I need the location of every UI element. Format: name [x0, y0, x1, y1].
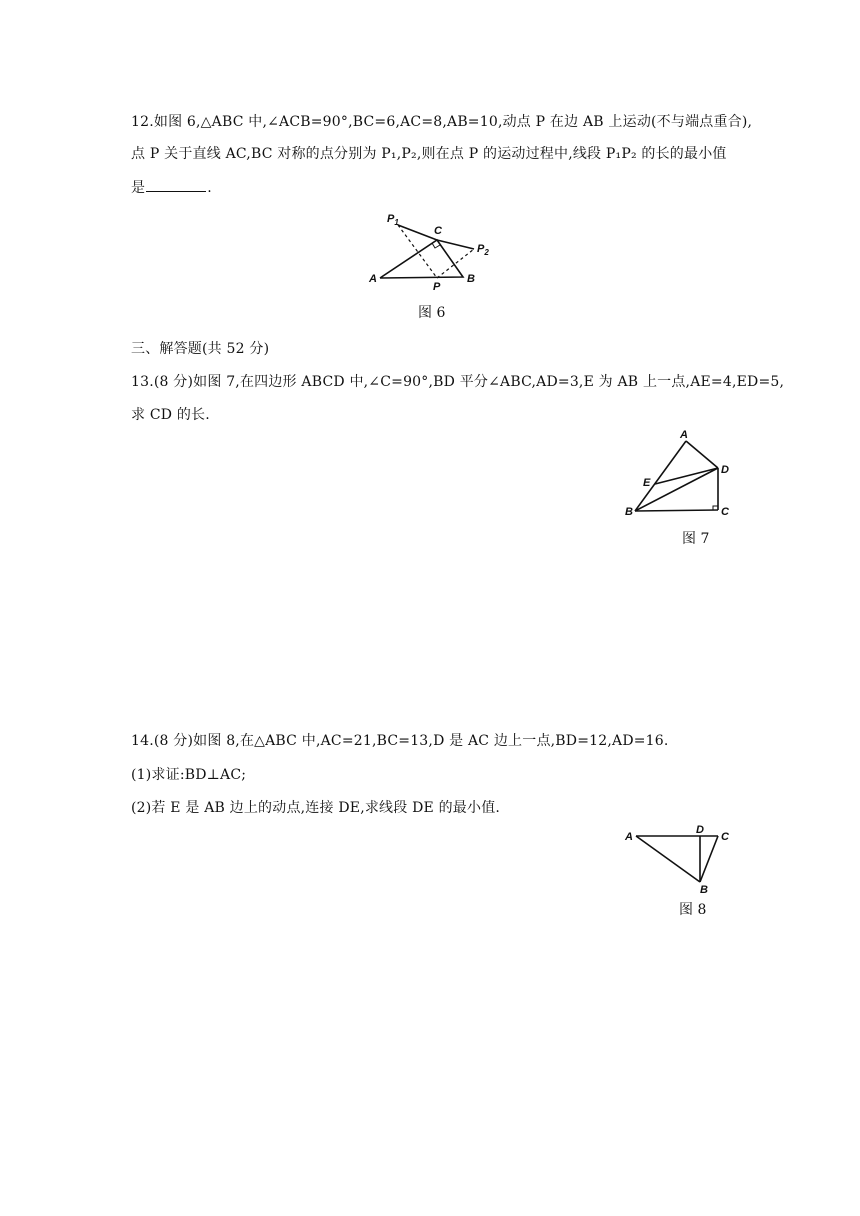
q12-line2: 点 P 关于直线 AC,BC 对称的点分别为 P₁,P₂,则在点 P 的运动过程中,线段 P₁P₂ 的长的最小值 — [131, 146, 727, 162]
figure-7 — [620, 425, 740, 525]
q12-line3-suffix: . — [207, 180, 212, 196]
segment-ab — [635, 441, 686, 511]
figure-8-caption: 图 8 — [679, 902, 707, 918]
label-e: E — [643, 477, 651, 489]
segment-bd — [635, 468, 718, 511]
label-b: B — [625, 506, 633, 518]
label-p2: $P_2$ — [477, 243, 489, 257]
label-c: C — [721, 831, 729, 843]
triangle-abc — [380, 240, 463, 278]
figure-7-caption: 图 7 — [682, 531, 710, 547]
section-3-title: 三、解答题(共 52 分) — [131, 341, 270, 357]
segment-ab — [636, 836, 700, 882]
label-p: P — [433, 281, 441, 293]
segment-bc — [635, 510, 718, 511]
segment-ad — [686, 441, 718, 468]
segment-p1c — [398, 225, 437, 240]
q14-line1: 14.(8 分)如图 8,在△ABC 中,AC=21,BC=13,D 是 AC 边上一点,BD=12,AD=16. — [131, 733, 669, 749]
label-p1: $P_1$ — [387, 213, 399, 227]
label-c: C — [434, 225, 442, 237]
label-d: D — [696, 824, 704, 836]
label-b: B — [700, 884, 708, 896]
q14-line3: (2)若 E 是 AB 边上的动点,连接 DE,求线段 DE 的最小值. — [131, 800, 501, 816]
answer-blank — [146, 177, 206, 192]
figure-6 — [360, 205, 510, 295]
q12-line3-prefix: 是 — [131, 180, 146, 196]
figure-8 — [620, 820, 740, 900]
q12-line1: 12.如图 6,△ABC 中,∠ACB=90°,BC=6,AC=8,AB=10,动点 P 在边 AB 上运动(不与端点重合), — [131, 114, 753, 130]
label-a: A — [369, 273, 377, 285]
q13-line1: 13.(8 分)如图 7,在四边形 ABCD 中,∠C=90°,BD 平分∠ABC,AD=3,E 为 AB 上一点,AE=4,ED=5, — [131, 374, 785, 390]
q14-line2: (1)求证:BD⊥AC; — [131, 767, 247, 783]
label-a: A — [625, 831, 633, 843]
segment-bc — [700, 836, 718, 882]
label-b: B — [467, 273, 475, 285]
figure-6-caption: 图 6 — [418, 305, 446, 321]
q12-line3 — [131, 177, 212, 198]
label-d: D — [721, 464, 729, 476]
q13-line2: 求 CD 的长. — [131, 407, 210, 423]
label-c: C — [721, 506, 729, 518]
label-a: A — [680, 429, 688, 441]
